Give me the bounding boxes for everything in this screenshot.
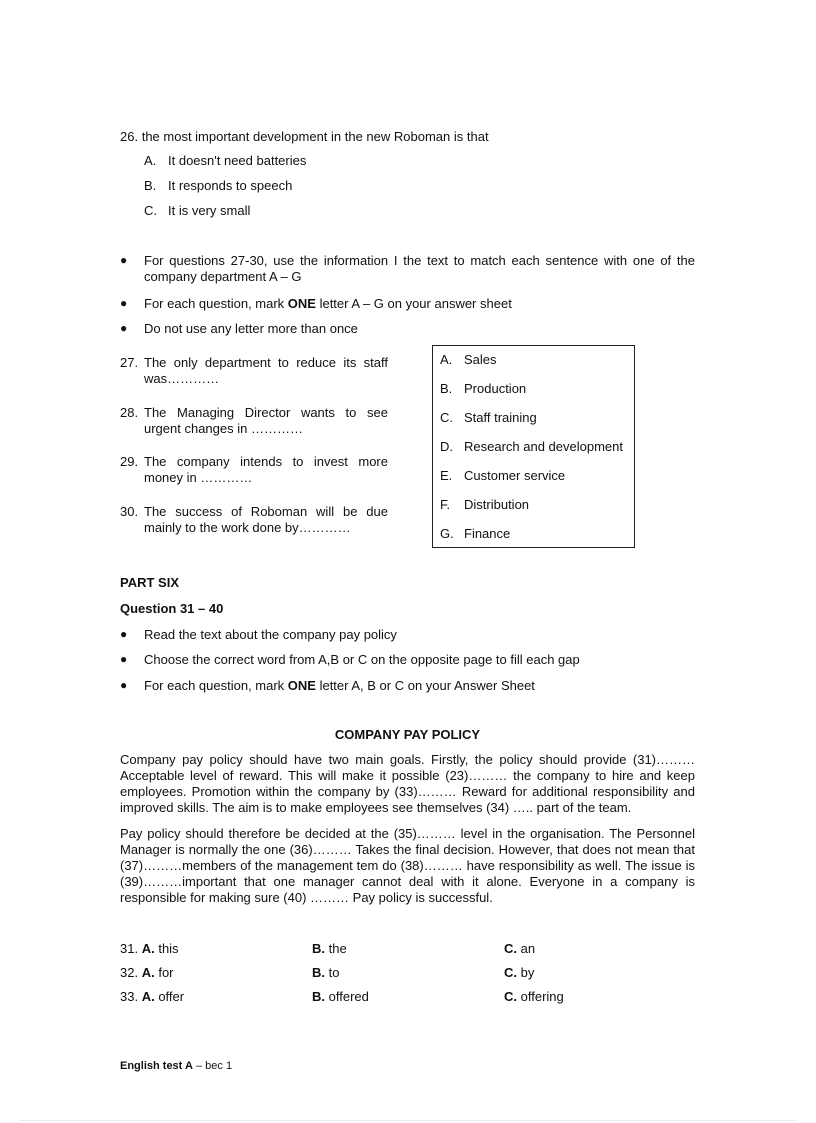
question-27: 27. The only department to reduce its staff was………… [120, 355, 388, 386]
instruction-item: ● Do not use any letter more than once [120, 321, 358, 336]
part-six-title: PART SIX [120, 575, 179, 590]
question-26 [120, 129, 489, 144]
department-item: G. Finance [440, 526, 511, 541]
instruction-item: ● Choose the correct word from A,B or C on the opposite page to fill each gap [120, 652, 580, 667]
department-item: F. Distribution [440, 497, 530, 512]
bullet-icon: ● [120, 678, 128, 692]
question-29: 29. The company intends to invest more money in ………… [120, 454, 388, 485]
question-stem: the most important development in the new Roboman is that [141, 129, 489, 144]
department-item: C. Staff training [440, 410, 537, 425]
part-six-subtitle: Question 31 – 40 [120, 601, 224, 616]
passage-paragraph-2: Pay policy should therefore be decided at the (35)……… level in the organisation. The Personnel Manager is normally the one (36)……… Takes the final decision. However, that does not mean that (37)………members of the management tem do (38)……… have responsibility as well. The issue is (39)………important that one manager cannot deal with it alone. Everyone in a company is responsible for making sure (40) ……… Pay policy is successful. [120, 826, 695, 905]
department-item: D. Research and development [440, 439, 623, 454]
passage-title: COMPANY PAY POLICY [334, 727, 481, 742]
department-item: E. Customer service [440, 468, 566, 483]
page-edge-divider [20, 1120, 796, 1121]
instruction-item: ● For questions 27-30, use the information I the text to match each sentence with one of the company department A – G [120, 253, 695, 284]
department-list-box [432, 345, 635, 548]
bullet-icon: ● [120, 627, 128, 641]
option-b: B. It responds to speech [144, 178, 293, 193]
department-item: A. Sales [440, 352, 497, 367]
bullet-icon: ● [120, 296, 128, 310]
bullet-icon: ● [120, 321, 128, 335]
question-30: 30. The success of Roboman will be due mainly to the work done by………… [120, 504, 388, 535]
bullet-icon: ● [120, 652, 128, 666]
option-c: C. It is very small [144, 203, 251, 218]
instruction-item: ● Read the text about the company pay policy [120, 627, 397, 642]
instruction-item: ● For each question, mark ONE letter A – G on your answer sheet [120, 296, 512, 311]
option-a: A. It doesn't need batteries [144, 153, 307, 168]
department-item: B. Production [440, 381, 527, 396]
bullet-icon: ● [120, 253, 128, 267]
question-number: 26. [120, 129, 139, 144]
page-footer: English test A – bec 1 [120, 1060, 233, 1072]
instruction-item: ● For each question, mark ONE letter A, B or C on your Answer Sheet [120, 678, 535, 693]
question-28: 28. The Managing Director wants to see urgent changes in ………… [120, 405, 388, 436]
passage-paragraph-1: Company pay policy should have two main goals. Firstly, the policy should provide (31)……… Acceptable level of reward. This will make it possible (23)……… the company to hire and keep employees. Promotion within the company by (33)……… Reward for additional responsibility and improved skills. The aim is to make employees see themselves (34) ….. part of the team. [120, 752, 695, 815]
